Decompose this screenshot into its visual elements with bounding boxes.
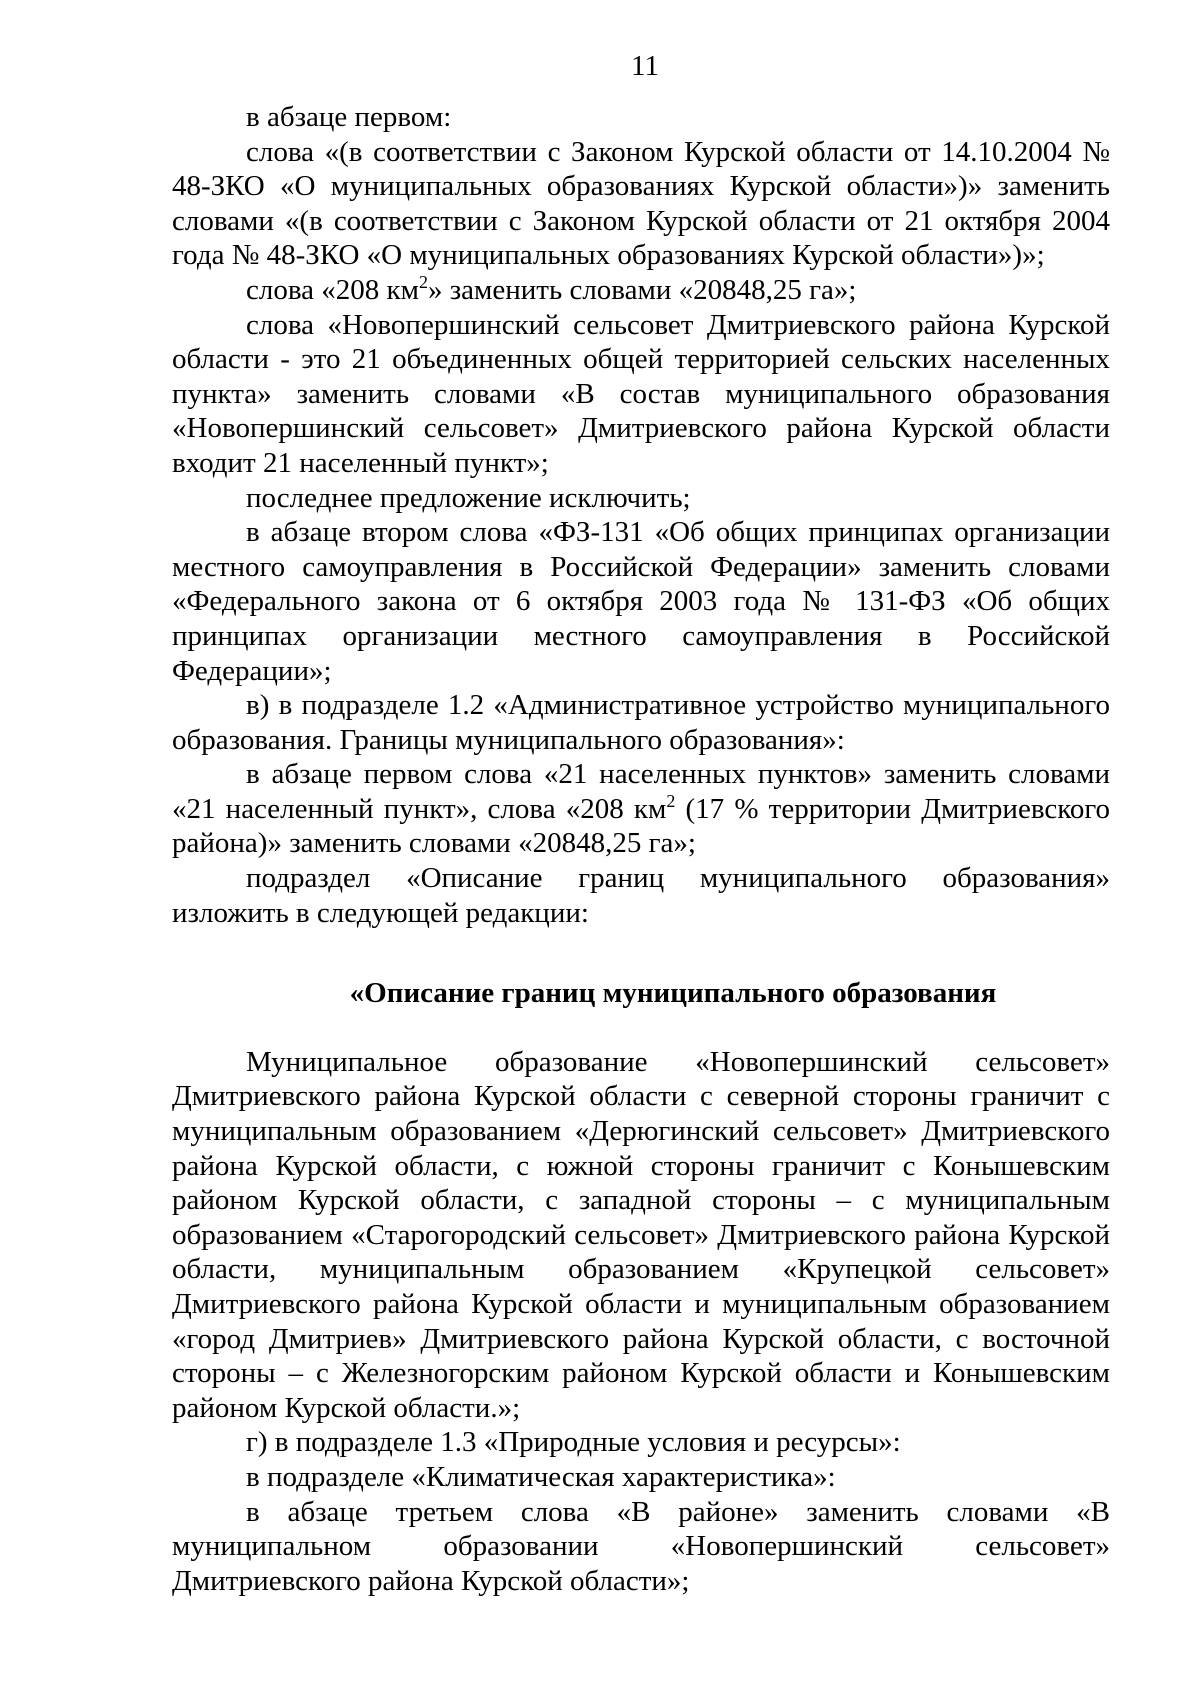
text-segment: слова «208 км xyxy=(246,273,419,306)
paragraph-km xyxy=(172,757,1110,861)
paragraph: подраздел «Описание границ муниципального образования» изложить в следующей редакции: xyxy=(172,862,1110,929)
superscript: 2 xyxy=(418,271,428,292)
page-number: 11 xyxy=(631,50,659,82)
paragraph: в подразделе «Климатическая характеристика»: xyxy=(246,1460,836,1493)
paragraph-km xyxy=(172,273,1110,308)
paragraph: в абзаце третьем слова «В районе» заменить словами «В муниципальном образовании «Новопершинский сельсовет» Дмитриевского района Курской области»; xyxy=(172,1495,1110,1597)
text-segment: в абзаце первом слова «21 населенных пунктов» заменить словами «21 населенный пункт», слова «208 км xyxy=(172,758,1110,825)
paragraph: слова «Новопершинский сельсовет Дмитриевского района Курской области - это 21 объединенных общей территорией сельских населенных пункта» заменить словами «В состав муниципального образования «Новопершинский сельсовет» Дмитриевского района Курской области входит 21 населенный пункт»; xyxy=(172,308,1110,479)
section-heading: «Описание границ муниципального образования xyxy=(349,977,997,1010)
paragraph: в) в подразделе 1.2 «Административное устройство муниципального образования. Границы муниципального образования»: xyxy=(172,689,1110,756)
text-segment: (17 % территории Дмитриевского района)» заменить словами «20848,25 га»; xyxy=(172,792,1110,860)
paragraph: слова «(в соответствии с Законом Курской области от 14.10.2004 № 48-ЗКО «О муниципальных образованиях Курской области»)» заменить словами «(в соответствии с Законом Курской области от 21 октября 2004 года № 48-ЗКО «О муниципальных образованиях Курской области»)»; xyxy=(172,135,1110,272)
paragraph: последнее предложение исключить; xyxy=(246,481,691,514)
paragraph: в абзаце первом: xyxy=(246,101,452,133)
paragraph: в абзаце втором слова «ФЗ-131 «Об общих принципах организации местного самоуправления в Российской Федерации» заменить словами «Федерального закона от 6 октября 2003 года № 131-ФЗ «Об общих принципах организации местного самоуправления в Российской Федерации»; xyxy=(172,516,1110,687)
superscript: 2 xyxy=(666,790,676,811)
paragraph: г) в подразделе 1.3 «Природные условия и ресурсы»: xyxy=(246,1426,901,1459)
paragraph: Муниципальное образование «Новопершинский сельсовет» Дмитриевского района Курской области с северной стороны граничит с муниципальным образованием «Дерюгинский сельсовет» Дмитриевского района Курской области, с южной стороны граничит с Конышевским районом Курской области, с западной стороны – с муниципальным образованием «Старогородский сельсовет» Дмитриевского района Курской области, муниципальным образованием «Крупецкой сельсовет» Дмитриевского района Курской области и муниципальным образованием «город Дмитриев» Дмитриевского района Курской области, с восточной стороны – с Железногорским районом Курской области и Конышевским районом Курской области.»; xyxy=(172,1045,1110,1424)
text-segment: » заменить словами «20848,25 га»; xyxy=(427,273,857,306)
document-body xyxy=(172,100,1110,1598)
